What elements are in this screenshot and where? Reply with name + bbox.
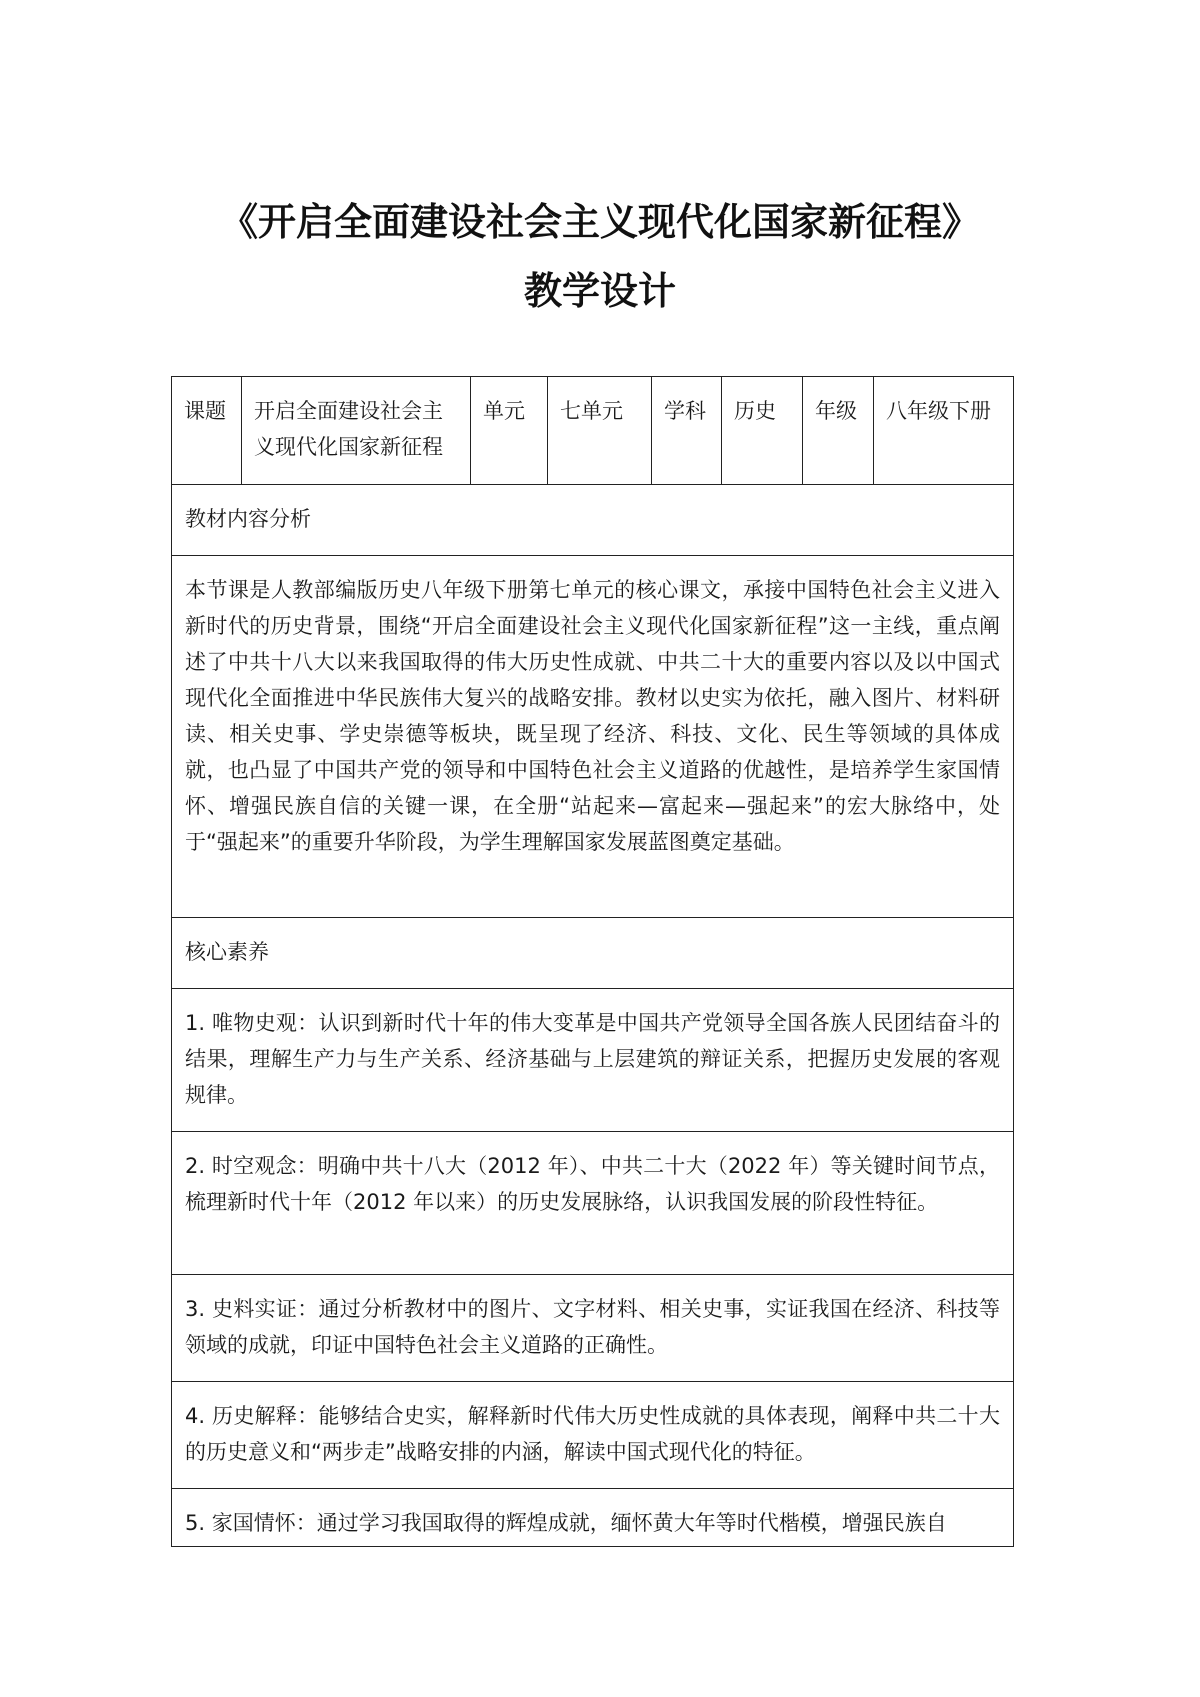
analysis-text: 本节课是人教部编版历史八年级下册第七单元的核心课文，承接中国特色社会主义进入新时代的历史背景，围绕“开启全面建设社会主义现代化国家新征程”这一主线，重点阐述了中共十八大以来我国取得的伟大历史性成就、中共二十大的重要内容以及以中国式现代化全面推进中华民族伟大复兴的战略安排。教材以史实为依托，融入图片、材料研读、相关史事、学史崇德等板块，既呈现了经济、科技、文化、民生等领域的具体成就，也凸显了中国共产党的领导和中国特色社会主义道路的优越性，是培养学生家国情怀、增强民族自信的关键一课，在全册“站起来—富起来—强起来”的宏大脉络中，处于“强起来”的重要升华阶段，为学生理解国家发展蓝图奠定基础。 (172, 556, 1014, 918)
core-item-row (172, 1132, 1014, 1275)
topic-label: 课题 (172, 377, 242, 485)
core-item-patriotism: 5. 家国情怀：通过学习我国取得的辉煌成就，缅怀黄大年等时代楷模，增强民族自 (172, 1489, 1014, 1547)
document-title-line-2: 教学设计 (523, 269, 676, 313)
subject-label: 学科 (652, 377, 722, 485)
core-item-row (172, 1275, 1014, 1382)
subject-value: 历史 (722, 377, 803, 485)
core-item-space-time: 2. 时空观念：明确中共十八大（2012 年）、中共二十大（2022 年）等关键时间节点，梳理新时代十年（2012 年以来）的历史发展脉络，认识我国发展的阶段性特征。 (172, 1132, 1014, 1275)
unit-label: 单元 (471, 377, 548, 485)
core-heading-row (172, 918, 1014, 989)
document-title-line-1: 《开启全面建设社会主义现代化国家新征程》 (219, 200, 980, 244)
grade-value: 八年级下册 (874, 377, 1014, 485)
core-item-evidence: 3. 史料实证：通过分析教材中的图片、文字材料、相关史事，实证我国在经济、科技等领域的成就，印证中国特色社会主义道路的正确性。 (172, 1275, 1014, 1382)
core-item-materialism: 1. 唯物史观：认识到新时代十年的伟大变革是中国共产党领导全国各族人民团结奋斗的结果，理解生产力与生产关系、经济基础与上层建筑的辩证关系，把握历史发展的客观规律。 (172, 989, 1014, 1132)
lesson-plan-table (171, 376, 1014, 1547)
core-heading: 核心素养 (172, 918, 1014, 989)
analysis-heading: 教材内容分析 (172, 485, 1014, 556)
core-item-row (172, 1489, 1014, 1547)
analysis-text-row (172, 556, 1014, 918)
info-row (172, 377, 1014, 485)
core-item-row (172, 989, 1014, 1132)
analysis-heading-row (172, 485, 1014, 556)
core-item-interpretation: 4. 历史解释：能够结合史实，解释新时代伟大历史性成就的具体表现，阐释中共二十大的历史意义和“两步走”战略安排的内涵，解读中国式现代化的特征。 (172, 1382, 1014, 1489)
grade-label: 年级 (803, 377, 874, 485)
core-item-row (172, 1382, 1014, 1489)
topic-value: 开启全面建设社会主义现代化国家新征程 (242, 377, 471, 485)
unit-value: 七单元 (548, 377, 652, 485)
